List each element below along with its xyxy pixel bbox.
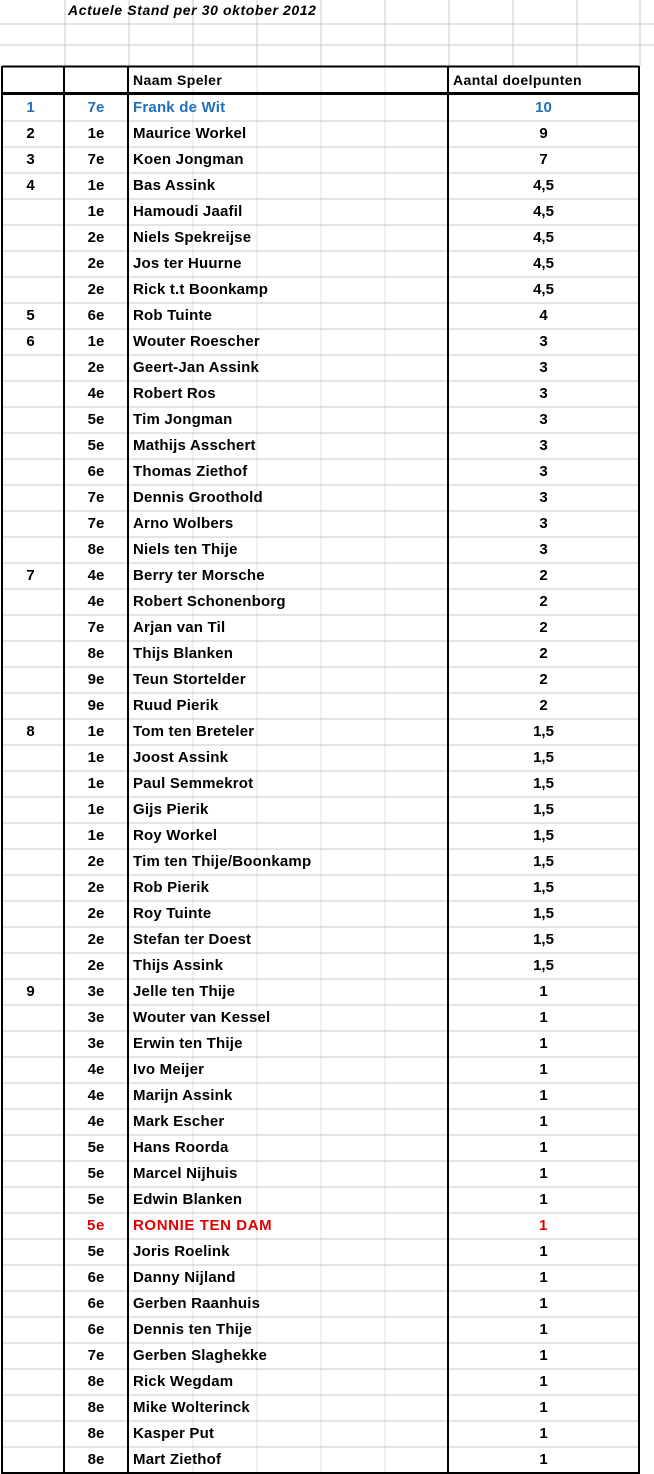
goals-cell: 1 — [539, 1373, 548, 1390]
team-cell: 7e — [87, 515, 105, 532]
team-cell: 2e — [87, 931, 105, 948]
goals-cell: 7 — [539, 151, 548, 168]
team-cell: 6e — [87, 1295, 105, 1312]
player-name: Niels Spekreijse — [133, 229, 252, 246]
team-cell: 1e — [87, 827, 105, 844]
team-cell: 1e — [87, 801, 105, 818]
rank-cell: 4 — [26, 177, 35, 194]
player-name: Teun Stortelder — [133, 671, 246, 688]
team-cell: 1e — [87, 333, 105, 350]
team-cell: 8e — [87, 541, 105, 558]
table-row — [0, 901, 654, 927]
rank-cell: 8 — [26, 723, 35, 740]
player-name: Wouter van Kessel — [133, 1009, 271, 1026]
player-name: Erwin ten Thije — [133, 1035, 243, 1052]
player-name: Marcel Nijhuis — [133, 1165, 238, 1182]
player-name: Paul Semmekrot — [133, 775, 254, 792]
goals-cell: 3 — [539, 541, 548, 558]
player-name: Tim Jongman — [133, 411, 233, 428]
goals-cell: 1 — [539, 1113, 548, 1130]
goals-cell: 1 — [539, 1217, 548, 1234]
player-name: Dennis Groothold — [133, 489, 263, 506]
goals-cell: 1 — [539, 1269, 548, 1286]
team-cell: 1e — [87, 775, 105, 792]
table-row — [0, 251, 654, 277]
player-name: Stefan ter Doest — [133, 931, 252, 948]
table-row — [0, 1109, 654, 1135]
team-cell: 5e — [87, 1139, 105, 1156]
team-cell: 6e — [87, 463, 105, 480]
player-name: Ivo Meijer — [133, 1061, 205, 1078]
goals-cell: 1 — [539, 1295, 548, 1312]
team-cell: 4e — [87, 567, 105, 584]
player-name: Thomas Ziethof — [133, 463, 248, 480]
rank-cell: 7 — [26, 567, 35, 584]
player-name: Koen Jongman — [133, 151, 244, 168]
table-row — [0, 95, 654, 121]
table-row — [0, 173, 654, 199]
header-goals: Aantal doelpunten — [453, 72, 582, 88]
goals-cell: 2 — [539, 645, 548, 662]
table-row — [0, 771, 654, 797]
goals-cell: 1 — [539, 1321, 548, 1338]
table-row — [0, 381, 654, 407]
goals-cell: 2 — [539, 671, 548, 688]
table-row — [0, 1369, 654, 1395]
player-name: Wouter Roescher — [133, 333, 260, 350]
player-name: Arjan van Til — [133, 619, 226, 636]
table-row — [0, 1265, 654, 1291]
player-name: Jelle ten Thije — [133, 983, 236, 1000]
table-row — [0, 641, 654, 667]
team-cell: 2e — [87, 281, 105, 298]
header-name: Naam Speler — [133, 72, 223, 88]
team-cell: 1e — [87, 749, 105, 766]
goals-cell: 1,5 — [533, 853, 554, 870]
player-name: Joris Roelink — [133, 1243, 230, 1260]
team-cell: 2e — [87, 905, 105, 922]
player-name: Gerben Slaghekke — [133, 1347, 268, 1364]
goals-cell: 1 — [539, 1035, 548, 1052]
team-cell: 5e — [87, 1217, 105, 1234]
player-name: Geert-Jan Assink — [133, 359, 260, 376]
goals-cell: 1 — [539, 983, 548, 1000]
player-name: Danny Nijland — [133, 1269, 236, 1286]
goals-cell: 3 — [539, 515, 548, 532]
goals-cell: 1 — [539, 1451, 548, 1468]
goals-cell: 4 — [539, 307, 548, 324]
team-cell: 4e — [87, 1087, 105, 1104]
goals-cell: 1 — [539, 1009, 548, 1026]
goals-cell: 4,5 — [533, 281, 554, 298]
player-name: Ruud Pierik — [133, 697, 219, 714]
table-row — [0, 121, 654, 147]
team-cell: 4e — [87, 1113, 105, 1130]
goals-cell: 1 — [539, 1087, 548, 1104]
table-row — [0, 1421, 654, 1447]
table-row — [0, 927, 654, 953]
rank-cell: 1 — [26, 99, 35, 116]
goals-cell: 4,5 — [533, 255, 554, 272]
player-name: Rob Pierik — [133, 879, 210, 896]
player-name: Robert Schonenborg — [133, 593, 286, 610]
table-row — [0, 1395, 654, 1421]
table-row — [0, 1291, 654, 1317]
table-row — [0, 589, 654, 615]
table-row — [0, 615, 654, 641]
team-cell: 4e — [87, 593, 105, 610]
table-row — [0, 1005, 654, 1031]
table-row — [0, 823, 654, 849]
table-row — [0, 433, 654, 459]
table-row — [0, 1031, 654, 1057]
table-row — [0, 1239, 654, 1265]
table-row — [0, 849, 654, 875]
team-cell: 9e — [87, 671, 105, 688]
goals-cell: 3 — [539, 385, 548, 402]
player-name: Thijs Blanken — [133, 645, 234, 662]
team-cell: 5e — [87, 1165, 105, 1182]
team-cell: 3e — [87, 1009, 105, 1026]
player-name: Marijn Assink — [133, 1087, 233, 1104]
team-cell: 5e — [87, 437, 105, 454]
table-row — [0, 537, 654, 563]
table-row — [0, 459, 654, 485]
team-cell: 1e — [87, 125, 105, 142]
goals-cell: 2 — [539, 567, 548, 584]
team-cell: 2e — [87, 359, 105, 376]
team-cell: 1e — [87, 203, 105, 220]
goals-cell: 4,5 — [533, 229, 554, 246]
goals-cell: 1,5 — [533, 749, 554, 766]
team-cell: 7e — [87, 151, 105, 168]
goals-cell: 1,5 — [533, 957, 554, 974]
team-cell: 4e — [87, 1061, 105, 1078]
goals-cell: 1,5 — [533, 775, 554, 792]
table-row — [0, 1161, 654, 1187]
table-row — [0, 329, 654, 355]
player-name: Bas Assink — [133, 177, 216, 194]
player-name: Tom ten Breteler — [133, 723, 255, 740]
table-row — [0, 355, 654, 381]
table-row — [0, 199, 654, 225]
player-name: Berry ter Morsche — [133, 567, 265, 584]
team-cell: 5e — [87, 1191, 105, 1208]
player-name: Mathijs Asschert — [133, 437, 256, 454]
team-cell: 2e — [87, 229, 105, 246]
goals-cell: 1,5 — [533, 931, 554, 948]
team-cell: 3e — [87, 1035, 105, 1052]
goals-cell: 10 — [535, 99, 552, 116]
goals-cell: 1 — [539, 1061, 548, 1078]
goals-cell: 1,5 — [533, 879, 554, 896]
goals-cell: 1,5 — [533, 801, 554, 818]
goals-cell: 1,5 — [533, 827, 554, 844]
team-cell: 7e — [87, 489, 105, 506]
goals-cell: 4,5 — [533, 177, 554, 194]
team-cell: 1e — [87, 177, 105, 194]
goals-cell: 2 — [539, 593, 548, 610]
team-cell: 1e — [87, 723, 105, 740]
table-row — [0, 1135, 654, 1161]
goals-cell: 1 — [539, 1347, 548, 1364]
team-cell: 8e — [87, 1373, 105, 1390]
player-name: Rob Tuinte — [133, 307, 213, 324]
table-row — [0, 1057, 654, 1083]
team-cell: 6e — [87, 307, 105, 324]
player-name: Roy Workel — [133, 827, 218, 844]
player-name: Maurice Workel — [133, 125, 247, 142]
team-cell: 2e — [87, 255, 105, 272]
goals-cell: 1 — [539, 1139, 548, 1156]
team-cell: 5e — [87, 411, 105, 428]
rank-cell: 5 — [26, 307, 35, 324]
team-cell: 8e — [87, 1399, 105, 1416]
goals-cell: 3 — [539, 489, 548, 506]
player-name: Edwin Blanken — [133, 1191, 243, 1208]
player-name: Frank de Wit — [133, 99, 226, 116]
goals-cell: 1 — [539, 1191, 548, 1208]
team-cell: 6e — [87, 1269, 105, 1286]
table-row — [0, 797, 654, 823]
player-name: Thijs Assink — [133, 957, 224, 974]
team-cell: 3e — [87, 983, 105, 1000]
player-name: Robert Ros — [133, 385, 216, 402]
goals-cell: 3 — [539, 411, 548, 428]
rank-cell: 9 — [26, 983, 35, 1000]
goals-cell: 3 — [539, 437, 548, 454]
table-row — [0, 225, 654, 251]
goals-cell: 1 — [539, 1243, 548, 1260]
goals-cell: 1 — [539, 1425, 548, 1442]
team-cell: 9e — [87, 697, 105, 714]
table-row — [0, 563, 654, 589]
player-name: Mike Wolterinck — [133, 1399, 250, 1416]
table-row — [0, 745, 654, 771]
goals-cell: 1,5 — [533, 723, 554, 740]
goals-cell: 3 — [539, 463, 548, 480]
player-name: Jos ter Huurne — [133, 255, 242, 272]
player-name: Rick t.t Boonkamp — [133, 281, 269, 298]
table-row — [0, 1083, 654, 1109]
team-cell: 6e — [87, 1321, 105, 1338]
table-row — [0, 719, 654, 745]
goals-cell: 1 — [539, 1399, 548, 1416]
player-name: Joost Assink — [133, 749, 229, 766]
team-cell: 7e — [87, 1347, 105, 1364]
header-row — [0, 67, 654, 93]
table-row — [0, 1343, 654, 1369]
goals-cell: 2 — [539, 619, 548, 636]
goals-cell: 4,5 — [533, 203, 554, 220]
player-name: Dennis ten Thije — [133, 1321, 253, 1338]
player-name: RONNIE TEN DAM — [133, 1217, 273, 1234]
team-cell: 5e — [87, 1243, 105, 1260]
table-row — [0, 979, 654, 1005]
table-row — [0, 485, 654, 511]
team-cell: 7e — [87, 99, 105, 116]
team-cell: 4e — [87, 385, 105, 402]
goals-cell: 3 — [539, 333, 548, 350]
table-row — [0, 407, 654, 433]
goals-cell: 1 — [539, 1165, 548, 1182]
table-row — [0, 1213, 654, 1239]
team-cell: 8e — [87, 645, 105, 662]
player-name: Hans Roorda — [133, 1139, 229, 1156]
player-name: Tim ten Thije/Boonkamp — [133, 853, 312, 870]
table-row — [0, 693, 654, 719]
table-row — [0, 1317, 654, 1343]
table-row — [0, 1447, 654, 1473]
table-row — [0, 953, 654, 979]
goals-cell: 3 — [539, 359, 548, 376]
player-name: Kasper Put — [133, 1425, 215, 1442]
sheet-title: Actuele Stand per 30 oktober 2012 — [68, 2, 317, 18]
goals-cell: 1,5 — [533, 905, 554, 922]
player-name: Hamoudi Jaafil — [133, 203, 243, 220]
table-row — [0, 511, 654, 537]
player-name: Mart Ziethof — [133, 1451, 222, 1468]
player-name: Rick Wegdam — [133, 1373, 234, 1390]
player-name: Gijs Pierik — [133, 801, 209, 818]
player-name: Mark Escher — [133, 1113, 225, 1130]
goals-cell: 9 — [539, 125, 548, 142]
rank-cell: 3 — [26, 151, 35, 168]
team-cell: 8e — [87, 1425, 105, 1442]
rank-cell: 2 — [26, 125, 35, 142]
table-row — [0, 277, 654, 303]
table-row — [0, 1187, 654, 1213]
table-row — [0, 667, 654, 693]
team-cell: 2e — [87, 957, 105, 974]
team-cell: 8e — [87, 1451, 105, 1468]
rank-cell: 6 — [26, 333, 35, 350]
table-row — [0, 303, 654, 329]
table-row — [0, 147, 654, 173]
player-name: Gerben Raanhuis — [133, 1295, 261, 1312]
team-cell: 2e — [87, 853, 105, 870]
player-name: Arno Wolbers — [133, 515, 234, 532]
team-cell: 7e — [87, 619, 105, 636]
goals-cell: 2 — [539, 697, 548, 714]
team-cell: 2e — [87, 879, 105, 896]
player-name: Niels ten Thije — [133, 541, 238, 558]
player-name: Roy Tuinte — [133, 905, 212, 922]
table-row — [0, 875, 654, 901]
